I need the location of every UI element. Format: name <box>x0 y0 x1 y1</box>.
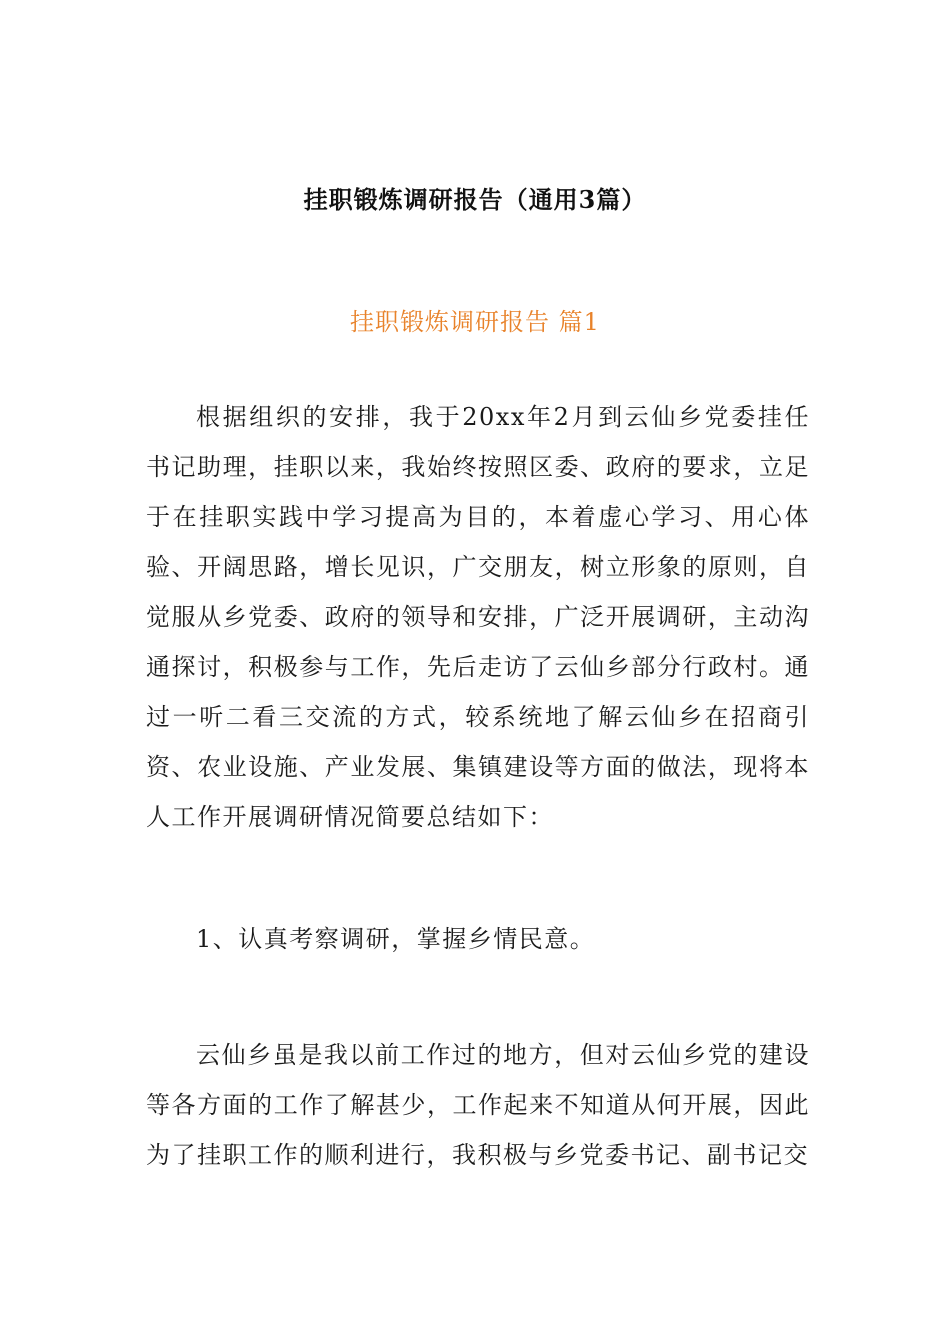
point-heading: 1、认真考察调研，掌握乡情民意。 <box>196 925 596 953</box>
intro-paragraph: 根据组织的安排，我于20xx年2月到云仙乡党委挂任书记助理，挂职以来，我始终按照区委、政府的要求，立足于在挂职实践中学习提高为目的，本着虚心学习、用心体验、开阔思路，增长见识，广交朋友，树立形象的原则，自觉服从乡党委、政府的领导和安排，广泛开展调研，主动沟通探讨，积极参与工作，先后走访了云仙乡部分行政村。通过一听二看三交流的方式，较系统地了解云仙乡在招商引资、农业设施、产业发展、集镇建设等方面的做法，现将本人工作开展调研情况简要总结如下： <box>146 403 810 831</box>
document-title: 挂职锻炼调研报告（通用3篇） <box>303 185 647 214</box>
body-paragraph: 云仙乡虽是我以前工作过的地方，但对云仙乡党的建设等各方面的工作了解甚少，工作起来不知道从何开展，因此为了挂职工作的顺利进行，我积极与乡党委书记、副书记交 <box>146 1041 810 1169</box>
section-title: 挂职锻炼调研报告 篇1 <box>350 308 600 336</box>
